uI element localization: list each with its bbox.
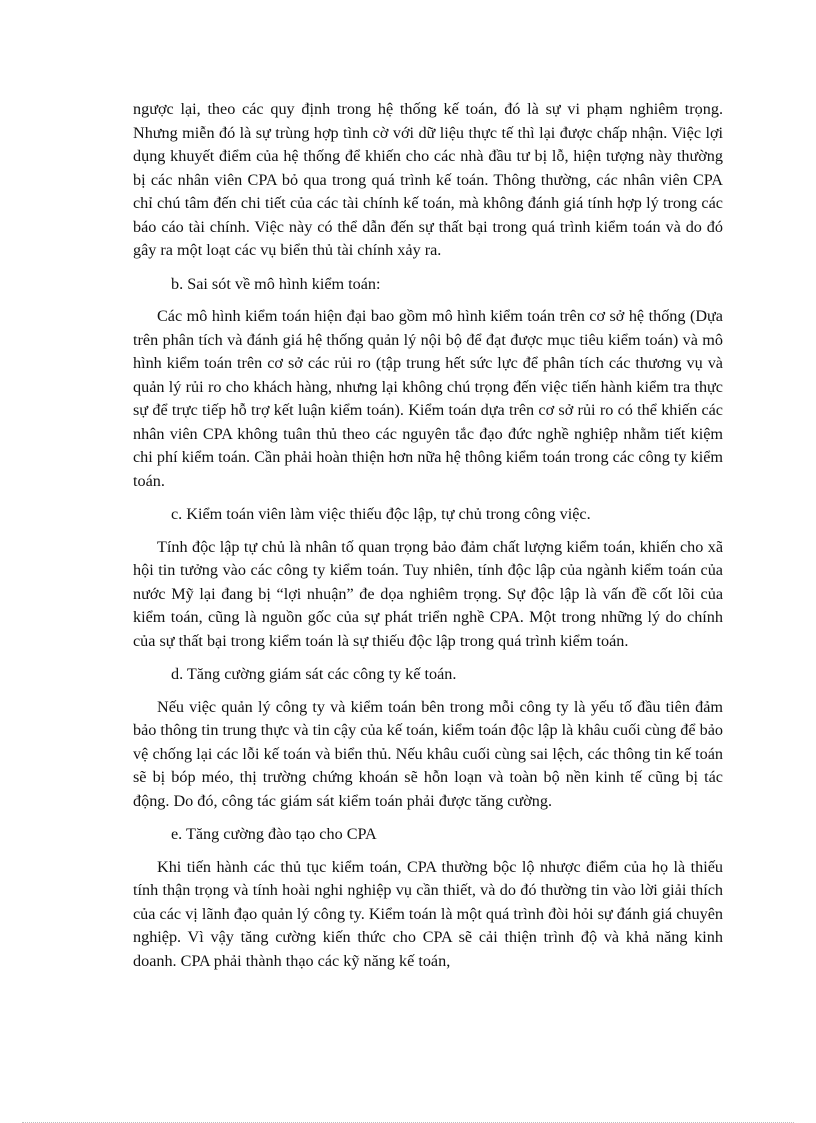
section-body-d: Nếu việc quản lý công ty và kiểm toán bên trong mỗi công ty là yếu tố đầu tiên đảm bảo thông tin trung thực và tin cậy của kế toán, kiểm toán độc lập là khâu cuối cùng để bảo vệ chống lại các lỗi kế toán và biển thủ. Nếu khâu cuối cùng sai lệch, các thông tin kế toán sẽ bị bóp méo, thị trường chứng khoán sẽ hỗn loạn và toàn bộ nền kinh tế cũng bị tác động. Do đó, công tác giám sát kiểm toán phải được tăng cường.: [133, 697, 723, 810]
document-body: [133, 98, 723, 973]
section-body-b: Các mô hình kiểm toán hiện đại bao gồm mô hình kiểm toán trên cơ sở hệ thống (Dựa trên phân tích và đánh giá hệ thống quản lý nội bộ để đạt được mục tiêu kiểm toán) và mô hình kiểm toán trên cơ sở các rủi ro (tập trung hết sức lực để phân tích các thương vụ và quản lý rủi ro cho khách hàng, nhưng lại không chú trọng đến việc tiến hành kiểm tra thực sự để trực tiếp hỗ trợ kết luận kiểm toán). Kiểm toán dựa trên cơ sở rủi ro có thể khiến các nhân viên CPA không tuân thủ theo các nguyên tắc đạo đức nghề nghiệp nhằm tiết kiệm chi phí kiểm toán. Cần phải hoàn thiện hơn nữa hệ thông kiểm toán trong các công ty kiểm toán.: [133, 307, 723, 490]
section-heading-d: d. Tăng cường giám sát các công ty kế toán.: [171, 665, 457, 683]
section-body-c: Tính độc lập tự chủ là nhân tố quan trọng bảo đảm chất lượng kiểm toán, khiến cho xã hội tin tưởng vào các công ty kiểm toán. Tuy nhiên, tính độc lập của ngành kiểm toán của nước Mỹ lại đang bị “lợi nhuận” đe dọa nghiêm trọng. Sự độc lập là vấn đề cốt lõi của kiểm toán, cũng là nguồn gốc của sự phát triển nghề CPA. Một trong những lý do chính của sự thất bại trong kiểm toán là sự thiếu độc lập trong quá trình kiểm toán.: [133, 537, 723, 650]
intro-paragraph: ngược lại, theo các quy định trong hệ thống kế toán, đó là sự vi phạm nghiêm trọng. Nhưng miễn đó là sự trùng hợp tình cờ với dữ liệu thực tế thì lại được chấp nhận. Việc lợi dụng khuyết điểm của hệ thống để khiến cho các nhà đầu tư bị lỗ, hiện tượng này thường bị các nhân viên CPA bỏ qua trong quá trình kế toán. Thông thường, các nhân viên CPA chỉ chú tâm đến chi tiết của các tài chính kế toán, mà không đánh giá tính hợp lý trong các báo cáo tài chính. Việc này có thể dẫn đến sự thất bại trong quá trình kiểm toán và do đó gây ra một loạt các vụ biển thủ tài chính xảy ra.: [133, 100, 723, 259]
section-heading-c: c. Kiểm toán viên làm việc thiếu độc lập, tự chủ trong công việc.: [171, 505, 591, 523]
section-heading-e: e. Tăng cường đào tạo cho CPA: [171, 825, 377, 843]
section-heading-b: b. Sai sót về mô hình kiểm toán:: [171, 274, 381, 293]
section-body-e: Khi tiến hành các thủ tục kiểm toán, CPA thường bộc lộ nhược điểm của họ là thiếu tính thận trọng và tính hoài nghi nghiệp vụ cần thiết, và do đó thường tin vào lời giải thích của các vị lãnh đạo quản lý công ty. Kiểm toán là một quá trình đòi hỏi sự đánh giá chuyên nghiệp. Vì vậy tăng cường kiến thức cho CPA sẽ cải thiện trình độ và khả năng kinh doanh. CPA phải thành thạo các kỹ năng kế toán,: [133, 857, 723, 970]
